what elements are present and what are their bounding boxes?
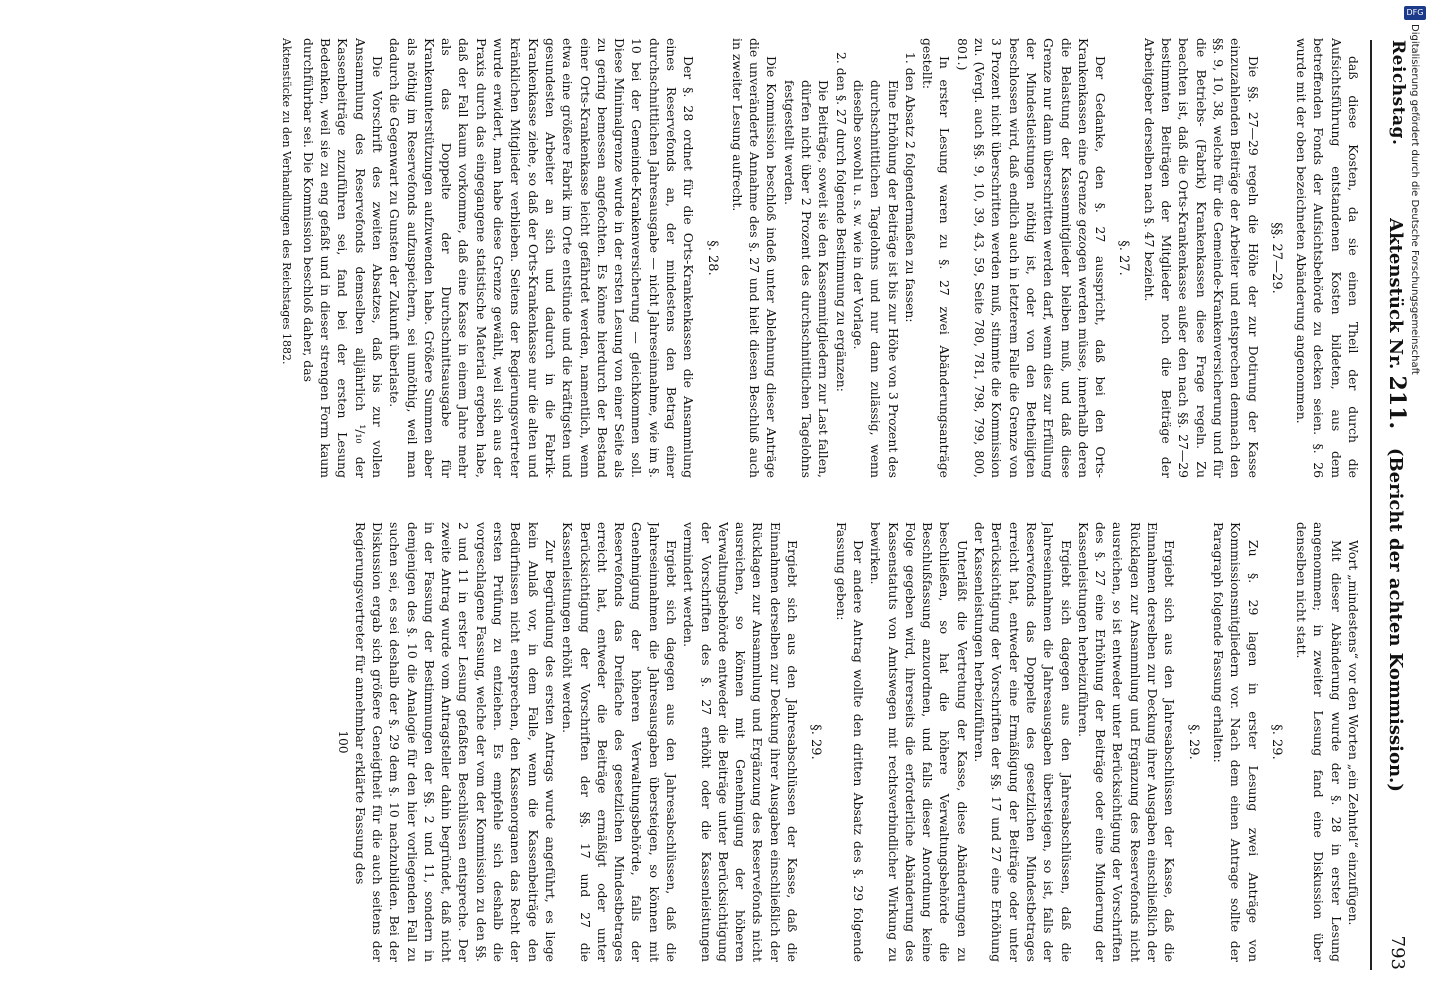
section-heading: §. 29. (1268, 724, 1284, 760)
paragraph: Ergiebt sich aus den Jahresabschlüssen der Kasse, daß die Einnahmen derselben zur Deckung ihrer Ausgaben einschließlich der Rücklagen zur Ansammlung und Ergänzung des Reservefonds nicht ausreichen, so können mit Genehmigung der höheren Verwaltungsbehörde entweder die Beiträge unter Berücksichtigung der Vorschriften des §. 27 erhöht oder die Kassenleistungen vermindert werden. (681, 522, 801, 962)
section-heading: §§. 27—29. (1268, 222, 1284, 294)
sheet-number: 100 (336, 730, 351, 754)
dfg-logo: DFG (1404, 6, 1426, 20)
right-column (22, 522, 1362, 962)
paragraph: Ergiebt sich aus den Jahresabschlüssen der Kasse, daß die Einnahmen derselben zur Deckung ihrer Ausgaben einschließlich der Rücklagen zur Ansammlung und Ergänzung des Reservefonds nicht ausreichen, so ist entweder unter Berücksichtigung der Vorschriften des §. 27 eine Erhöhung der Beiträge oder eine Minderung der Kassenleistungen herbeizuführen. (1075, 522, 1178, 962)
paragraph: Zur Begründung des ersten Antrags wurde angeführt, es liege kein Anlaß vor, in dem Falle, wenn die Kassenbeiträge den Bedürfnissen nicht entsprechen, den Kassenorganen das Recht der ersten Prüfung zu entziehen. Es empfehle sich deshalb die vorgeschlagene Fassung, welche der vom der Kommission zu den §§. 2 und 11 in erster Lesung gefaßten Beschlüssen entspreche. Der zweite Antrag wurde vom Antragsteller dahin begründet, daß nicht in der Fassung der Bestimmungen der §§. 2 und 11, sondern in demjenigen des §. 10 die Analogie für den hier vorliegenden Fall zu suchen sei, es sei deshalb der §. 29 dem §. 10 nachzubilden. Bei der Diskussion ergab sich größere Geneigtheit für die auch seitens der Regierungsvertreter für annehmbar erklärte Fassung des (352, 522, 558, 962)
left-column (22, 38, 1362, 478)
header-divider (1370, 40, 1372, 970)
section-heading: §. 29. (1185, 724, 1201, 760)
paragraph: In erster Lesung waren zu §. 27 zwei Abänderungsanträge gestellt: (920, 38, 953, 478)
paragraph: Unterläßt die Vertretung der Kasse, diese Abänderungen zu beschließen, so hat die höhere Verwaltungsbehörde die Beschlußfassung anzuordnen, und falls dieser Anordnung keine Folge gegeben wird, ihrerseits die erforderliche Abänderung des Kassenstatuts von Amtswegen mit rechtsverbindlicher Wirkung zu bewirken. (868, 522, 970, 962)
paragraph: Zu §. 29 lagen in erster Lesung zwei Anträge von Kommissionsmitgliedern vor. Nach dem einen Antrage sollte der Paragraph folgende Fassung erhalten: (1210, 522, 1261, 962)
header-report-title: (Bericht der achten Kommission.) (1385, 447, 1406, 792)
section-heading: §. 29. (808, 724, 824, 760)
list-item: 2. den §. 27 durch folgende Bestimmung zu ergänzen: (833, 52, 849, 392)
header-page-number: 793 (1387, 935, 1408, 970)
paragraph: Die §§. 27—29 regeln die Höhe der zur Dotirung der Kasse einzuzahlenden Beiträge der Arbeiter und entsprechen demnach den §§. 9, 10, 38, welche für die Gemeinde-Krankenversicherung und für die Betriebs- (Fabrik) Krankenkassen diese Frage regeln. Zu beachten ist, daß die Orts-Krankenkasse außer den nach §§. 27—29 bestimmten Beiträgen der Mitglieder noch die Beiträge der Arbeitgeber derselben nach §. 47 bezieht. (1141, 38, 1261, 478)
header-document-label: Aktenstück Nr. (1385, 218, 1406, 370)
paragraph: Die Kommission beschloß indeß unter Ablehnung dieser Anträge die unveränderte Annahme des §. 27 und hielt diesen Beschluß auch in zweiter Lesung aufrecht. (729, 38, 780, 478)
paragraph: Ergiebt sich dagegen aus den Jahresabschlüssen, daß die Jahreseinnahmen die Jahresausgaben übersteigen, so ist, falls der Reservefonds das Doppelte des gesetzlichen Mindestbetrages erreicht hat, entweder eine Ermäßigung der Beiträge oder unter Berücksichtigung der Vorschriften der §§. 17 und 27 eine Erhöhung der Kassenleistungen herbeizuführen. (972, 522, 1074, 962)
paragraph: Der Gedanke, den §. 27 ausspricht, daß bei den Orts-Krankenkassen eine Grenze gezogen werden müsse, innerhalb deren die Belastung der Kassenmitglieder bleiben muß, und daß diese Grenze nur dann überschritten werden darf, wenn dies zur Erfüllung der Mindestleistungen nöthig ist, oder von den Betheiligten beschlossen wird, daß endlich auch in letzterem Falle die Grenze von 3 Prozent nicht überschritten werden muß, stimmte die Kommission zu. (Vergl. auch §§. 9, 10, 39, 43, 59, Seite 780, 781, 798, 799, 800, 801.) (954, 38, 1109, 478)
section-heading: §. 28. (704, 240, 720, 276)
digitization-credit (1400, 24, 1428, 784)
header-left-title: Reichstag. (1388, 40, 1408, 146)
paragraph: Der andere Antrag wollte den dritten Absatz des §. 29 folgende Fassung geben: (833, 522, 866, 962)
digitization-credit-text: Digitalisierung gefördert durch die Deutsche Forschungsgemeinschaft (1409, 24, 1420, 375)
paragraph: Der §. 28 ordnet für die Orts-Krankenkassen die Ansammlung eines Reservefonds an, der mindestens den Betrag einer durchschnittlichen Jahresausgabe — nicht Jahreseinnahme, wie im §. 10 bei der Gemeinde-Krankenversicherung — gleichkommen soll. Diese Minimalgrenze wurde in der ersten Lesung von einer Seite als zu gering bemessen angefochten. Es könne hierdurch der Bestand einer Orts-Krankenkasse leicht gefährdet werden, namentlich, wenn etwa eine größere Fabrik im Orte entstünde und die kräftigsten und gesundesten Arbeiter an sich und dadurch in die Fabrik-Krankenkasse ziehe, so daß der Orts-Krankenkasse nur die alten und kränklichen Mitglieder verblieben. Seitens der Regierungsvertreter wurde erwidert, man habe diese Grenze gewählt, weil sich aus der Praxis durch das eingegangene statistische Material ergeben habe, daß der Fall kaum vorkomme, daß eine Kasse in einem Jahre mehr als das Doppelte der Durchschnittsausgabe für Krankenunterstützungen aufzuwenden habe. Größere Summen aber als nöthig im Reservefonds aufzuspeichern, sei unnöthig, weil man dadurch die Gegenwart zu Gunsten der Zukunft überlaste. (387, 38, 697, 478)
paragraph: Mit dieser Abänderung wurde der §. 28 in erster Lesung angenommen; in zweiter Lesung fand eine Diskussion über denselben nicht statt. (1294, 522, 1344, 962)
paragraph: daß diese Kosten, da sie einen Theil der durch die Aufsichtsführung entstandenen Kosten bildeten, aus dem betreffenden Fonds der Aufsichtsbehörde zu decken seien. §. 26 wurde mit der oben bezeichneten Abänderung angenommen. (1294, 38, 1361, 478)
paragraph: Die Vorschrift des zweiten Absatzes, daß bis zur vollen Ansammlung des Reservefonds demselben alljährlich ¹/₁₀ der Kassenbeiträge zuzuführen sei, fand bei der ersten Lesung Bedenken, weil sie zu eng gefaßt und in dieser strengen Form kaum durchführbar sei. Die Kommission beschloß daher, das (300, 38, 385, 478)
section-heading: §. 27. (1116, 240, 1132, 276)
list-item-text: Die Beiträge, soweit sie den Kassenmitgliedern zur Last fallen, dürfen nicht über 2 Prozent des durchschnittlichen Tagelohns festgestellt werden. (781, 80, 832, 478)
paragraph: Wort „mindestens“ vor den Worten „ein Zehntel“ einzufügen. (1346, 540, 1361, 926)
footnote: Aktenstücke zu den Verhandlungen des Reichstages 1882. (280, 38, 294, 365)
paragraph: Ergiebt sich dagegen aus den Jahresabschlüssen, daß die Jahreseinnahmen die Jahresausgaben übersteigen, so können mit Genehmigung der höheren Verwaltungsbehörde, falls der Reservefonds das Dreifache des gesetzlichen Mindestbetrages erreicht hat, entweder die Beiträge ermäßigt oder unter Berücksichtigung der Vorschriften der §§. 17 und 27 die Kassenleistungen erhöht werden. (560, 522, 680, 962)
header-document-number: 211. (1384, 375, 1410, 430)
list-item: 1. den Absatz 2 folgendermaßen zu fassen: (902, 52, 918, 323)
list-item-text: Eine Erhöhung der Beiträge ist bis zur Höhe von 3 Prozent des durchschnittlichen Tagelohns und nur dann zulässig, wenn dieselbe sowohl u. s. w. wie in der Vorlage. (850, 80, 901, 478)
